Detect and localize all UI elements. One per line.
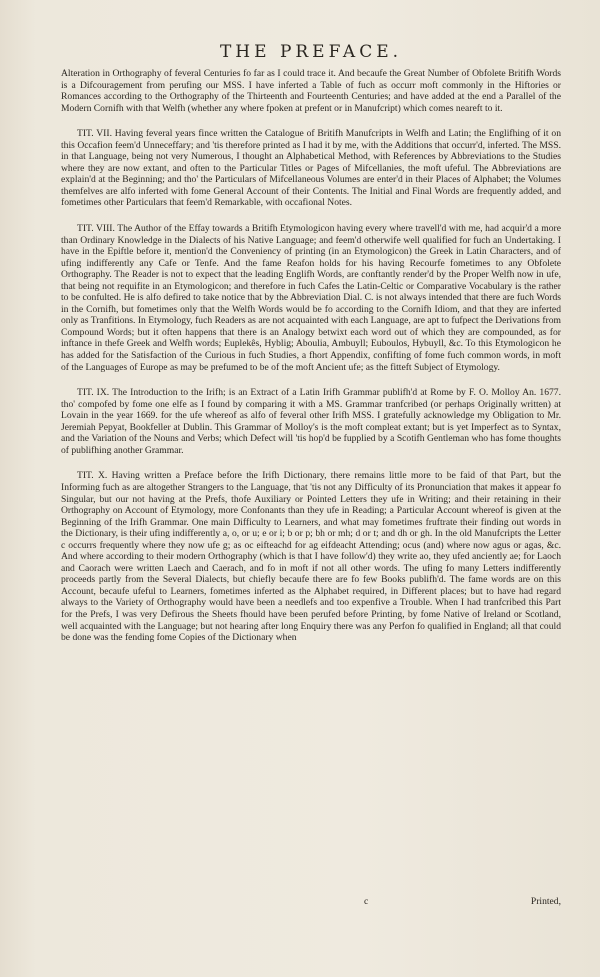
signature-mark: c [364,896,369,907]
paragraph-gap [61,373,561,387]
paragraph-gap [61,456,561,470]
paragraph-tit-x: TIT. X. Having written a Preface before the Irifh Dictionary, there remains little more to be faid of that Part, but the Informing fuch as are altogether Strangers to the Language, that 'tis not any Difficulty of its Pronunciation that makes it appear fo Singular, but our not having at the Prefs, thofe Auxiliary or Pointed Letters they ufe in Writing; and their retaining in their Orthography on Account of Etymology, more Confonants than they ufe in Reading; a Particular Account whereof is given at the Beginning of the Irifh Grammar. One main Difficulty to Learners, and what may fometimes fruftrate their finding out words in the Dictionary, is their ufing indifferently a, o, or u; e or i; b or p; bh or mh; d or t; and dh or gh. In the old Manufcripts the Letter c occurrs frequently where they now ufe g; as oc eifteachd for ag eifdeacht Attending; ocus (and) where now agus or agas, &c. And where according to their modern Orthography (which is that I have follow'd) they write ao, they ufed anciently ae; for Laoch and Caorach were written Laech and Caerach, and fo in moft if not all other words. The ufing fo many Letters indifferently proceeds partly from the Several Dialects, but chiefly becaufe there are fo few Books publifh'd. The fame words are on this Account, becaufe ufeful to Learners, fometimes inferted as the Alphabet required, in Different places; but to have had regard always to the Variety of Orthography would have been a needlefs and too expenfive a Trouble. When I had tranfcribed this Part for the Prefs, I was very Defirous the Sheets fhould have been perufed before Printing, by fome Native of Ireland or Scotland, well acquainted with the Language; but not hearing after long Enquiry there was any Perfon fo qualified in England; all that could be done was the fending fome Copies of the Dictionary when [61,470,561,644]
paragraph-gap [61,114,561,128]
paragraph-gap [61,209,561,223]
catchword: Printed, [530,896,561,907]
paragraph-intro: Alteration in Orthography of feveral Centuries fo far as I could trace it. And becaufe the Great Number of Obfolete Britifh Words is a Difcouragement from perufing our MSS. I have inferted a Table of fuch as occurr moft commonly in the Hiftories or Romances according to the Orthography of the Thirteenth and Fourteenth Centuries; and have added at the end a Parallel of the Modern Cornifh with that Welfh (whether any where fpoken at prefent or in Manufcript) which comes neareft to it. [61,68,561,114]
page-title: THE PREFACE. [219,42,403,62]
paragraph-tit-vii: TIT. VII. Having feveral years fince written the Catalogue of Britifh Manufcripts in Welfh and Latin; the Englifhing of it on this Occafion feem'd Unneceffary; and 'tis therefore printed as I had it by me, with the Additions that occurr'd, inferted. The MSS. in that Language, being not very Numerous, I thought an Alphabetical Method, with References by Abbreviations to the Studies where they are now extant, and often to the Particular Titles or Pages of Mifcellanies, the moft ufeful. The Abbreviations are explain'd at the Beginning; and tho' the Particulars of Mifcellaneous Volumes are enter'd in their Places of Alphabet; the Volumes themfelves are alfo inferted with fome General Account of their Contents. The Initial and Final Words are frequently added, and fometimes other Particulars that feem'd Remarkable, with occafional Notes. [61,128,561,209]
paragraph-tit-viii: TIT. VIII. The Author of the Effay towards a Britifh Etymologicon having every where travell'd with me, had acquir'd a more than Ordinary Knowledge in the Dialects of his Native Language; and feem'd otherwife well qualified for fuch an Undertaking. I have in the Epiftle before it, mention'd the Conveniency of printing (in an Etymologicon) the Greek in Latin Characters, and of ufing indifferently any Cafe or Tenfe. And the fame Reafon holds for his having Recourfe fometimes to any Obfolete Orthography. The Reader is not to expect that the leading Englifh Words, are conftantly render'd by the Proper Welfh now in ufe, that being not requifite in an Etymologicon; and therefore in fuch Cafes the Latin-Celtic or Comparative Vocabulary is the rather to be confulted. He is alfo defired to take notice that by the Abbreviation Dial. C. is not always intended that there are fuch Words in the Cornifh, but fometimes only that the Welfh Words would be fo according to the Cornifh Idiom, and that they are inferted only as Tranfitions. In Etymology, fuch Readers as are not acquainted with each Language, are apt to fufpect the Derivations from Compound Words; but it often happens that there is an Analogy betwixt each word out of which they are compounded, as for inftance in thefe Greek and Welfh words; Euplekês, Hyblig; Aboulia, Ambuyll; Euboulos, Hybuyll, &c. To this Etymologicon he has added for the Satisfaction of the Curious in fuch Studies, a fhort Appendix, confifting of fome fuch common words, in moft of the Languages of Europe as may be prefumed to be of the moft Ancient ufe; as the fitteft Subject of Etymology. [61,223,561,373]
paragraph-tit-ix: TIT. IX. The Introduction to the Irifh; is an Extract of a Latin Irifh Grammar publifh'd at Rome by F. O. Molloy An. 1677. tho' compofed by fome one elfe as I found by comparing it with a MS. Grammar tranfcribed (or perhaps Originally written) at Lovain in the year 1669. for the ufe whereof as alfo of feveral other Irifh MSS. I gratefully acknowledge my Obligation to Mr. Jeremiah Pepyat, Bookfeller at Dublin. This Grammar of Molloy's is the moft compleat extant; but is yet Imperfect as to Syntax, and the Variation of the Nouns and Verbs; which Defect will 'tis hop'd be fupplied by a Scotifh Gentleman who has fome thoughts of publifhing another Grammar. [61,387,561,456]
